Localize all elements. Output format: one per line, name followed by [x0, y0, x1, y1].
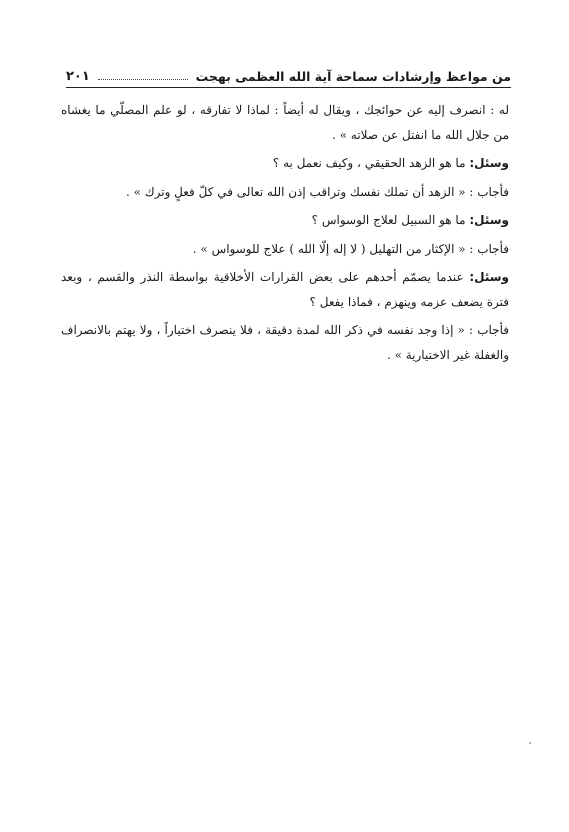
question-text: عندما يصمّم أحدهم على بعض القرارات الأخلاقية بواسطة النذر والقسم ، وبعد فترة يضعف عزمه وينهزم ، فماذا يفعل ؟: [61, 270, 509, 309]
question-label: وسئل:: [469, 213, 509, 227]
dotted-leader: [98, 78, 188, 80]
question-label: وسئل:: [469, 156, 509, 170]
answer-1: فأجاب : « الزهد أن تملك نفسك وتراقب إذن الله تعالى في كلّ فعلٍ وترك » .: [125, 184, 509, 199]
answer-2: فأجاب : « الإكثار من التهليل ( لا إله إلّا الله ) علاج للوسواس » .: [192, 241, 509, 256]
answer-3: فأجاب : « إذا وجد نفسه في ذكر الله لمدة دقيقة ، فلا ينصرف اختياراً ، ولا يهتم بالانصراف والغفلة غير الاختيارية » .: [61, 323, 509, 362]
question-2: [61, 208, 509, 233]
body-text: [61, 98, 509, 371]
question-1: [61, 151, 509, 176]
scan-speck: [529, 742, 531, 744]
page-number: ٢٠١: [66, 69, 90, 84]
running-title: من مواعظ وإرشادات سماحة آية الله العظمى بهجت: [195, 69, 511, 84]
question-label: وسئل:: [469, 270, 509, 284]
running-header: [66, 60, 511, 88]
question-text: ما هو الزهد الحقيقي ، وكيف نعمل به ؟: [272, 156, 470, 170]
paragraph-continuation: له : انصرف إليه عن حوائجك ، ويقال له أيضاً : لماذا لا تفارقه ، لو علم المصلّي ما يغشاه من جلال الله ما انفتل عن صلاته » .: [61, 103, 509, 142]
question-text: ما هو السبيل لعلاج الوسواس ؟: [311, 213, 470, 227]
question-3: [61, 265, 509, 314]
